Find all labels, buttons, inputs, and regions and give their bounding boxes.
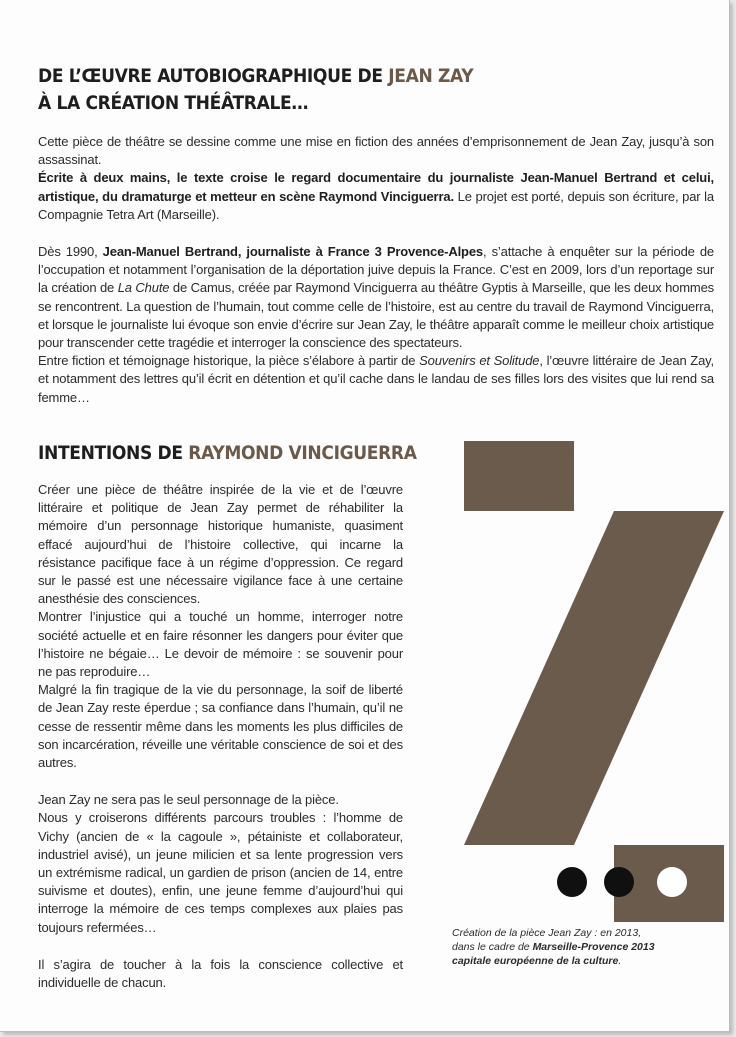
section1-heading-accent: JEAN ZAY xyxy=(388,65,474,87)
dot-icon-1 xyxy=(557,867,587,897)
section2-heading xyxy=(38,440,417,467)
section2-heading-prefix: INTENTIONS DE xyxy=(38,442,189,464)
section1-paragraph-3-mid1: , s’attache à enquêter sur la période de l’occupation et notamment l’organisation de la déportation juive depuis la France. C’est en 2009, lors d’un reportage sur la création de xyxy=(38,244,715,296)
section1-heading xyxy=(38,63,473,117)
caption-line-2-bold: Marseille-Provence 2013 xyxy=(532,941,655,953)
section1-paragraph-3-bold: Jean-Manuel Bertrand, journaliste à France 3 Provence-Alpes xyxy=(102,244,483,260)
section1-paragraph-1: Cette pièce de théâtre se dessine comme une mise en fiction des années d’emprisonnement de Jean Zay, jusqu’à son assassinat. xyxy=(38,134,714,168)
dot-icon-2 xyxy=(604,867,634,897)
section1-heading-prefix: DE L’ŒUVRE AUTOBIOGRAPHIQUE DE xyxy=(38,65,389,87)
section2-paragraph-6: Il s’agira de toucher à la fois la conscience collective et individuelle de chacun. xyxy=(38,956,403,991)
section1-heading-line2: À LA CRÉATION THÉÂTRALE… xyxy=(38,92,309,114)
section1-paragraph-4-rest: , l’œuvre littéraire de Jean Zay, et notamment des lettres qu’il écrit en détention et qu’il cache dans le landau de ses filles lors des visites que lui rend sa femme… xyxy=(38,353,714,405)
section1-paragraph-3-mid2: de Camus, créée par Raymond Vinciguerra au théâtre Gyptis à Marseille, que les deux hommes se rencontrent. La question de l’humain, tout comme celle de l’histoire, est au centre du travail de Raymond Vinciguerra, et lorsque le journaliste lui évoque son envie d’écrire sur Jean Zay, le théâtre apparaît comme le meilleur choix artistique pour transcender cette tragédie et interroger la conscience des spectateurs. xyxy=(38,280,715,351)
section2-heading-accent: RAYMOND VINCIGUERRA xyxy=(188,442,417,464)
section2-paragraph-4: Jean Zay ne sera pas le seul personnage de la pièce. xyxy=(38,792,339,808)
section1-paragraph-4 xyxy=(38,352,714,407)
section2-paragraph-5: Nous y croiserons différents parcours troubles : l’homme de Vichy (ancien de « la cagoule », pétainiste et collaborateur, industriel avisé), un jeune milicien et sa lente progression vers un extrémisme radical, un gardien de prison (ancien de 14, entre suivisme et doutes), enfin, une jeune femme d’aujourd’hui qui interroge la mémoire de ces temps complexes aux plaies pas toujours refermées… xyxy=(38,810,403,935)
section1-paragraph-2-rest: Le projet est porté, depuis son écriture, par la Compagnie Tetra Art (Marseille). xyxy=(38,188,714,222)
caption-line-3 xyxy=(452,954,722,968)
z-letter-icon xyxy=(464,441,724,922)
section1-paragraph-2-bold: Écrite à deux mains, le texte croise le regard documentaire du journaliste Jean-Manuel Bertrand et celui, artistique, du dramaturge et metteur en scène Raymond Vinciguerra. xyxy=(38,170,714,204)
caption-line-1: Création de la pièce Jean Zay : en 2013, xyxy=(452,927,642,939)
section1-paragraph-3 xyxy=(38,243,714,352)
caption-line-2-prefix: dans le cadre de xyxy=(452,941,533,953)
section1-paragraph-3-start: Dès 1990, xyxy=(38,244,103,260)
z-diagonal-stroke xyxy=(464,441,724,922)
caption-line-3-suffix: . xyxy=(618,955,622,967)
section1-paragraph-4-start: Entre fiction et témoignage historique, la pièce s’élabore à partir de xyxy=(38,353,420,369)
section1-body xyxy=(38,133,714,407)
section2-paragraph-3: Malgré la fin tragique de la vie du personnage, la soif de liberté de Jean Zay reste éperdue ; sa confiance dans l’humain, qu’il ne cesse de ressentir même dans les moments les plus difficiles de son incarcération, réveille une véritable conscience de soi et des autres. xyxy=(38,682,403,771)
section2-paragraph-2: Montrer l’injustice qui a touché un homme, interroger notre société actuelle et en faire résonner les dangers pour éviter que l’histoire ne bégaie… Le devoir de mémoire : se souvenir pour ne pas reproduire… xyxy=(38,609,403,680)
section1-paragraph-3-italic: La Chute xyxy=(117,280,170,296)
section2-paragraph-1: Créer une pièce de théâtre inspirée de la vie et de l’œuvre littéraire et politique de Jean Zay permet de réhabiliter la mémoire d’un personnage historique humaniste, quasiment effacé aujourd’hui de l’histoire collective, qui incarne la résistance pacifique face à un régime d’oppression. Ce regard sur le passé est une nécessaire vigilance face à une certaine anesthésie des consciences. xyxy=(38,482,403,607)
section2-body xyxy=(38,481,403,992)
section1-paragraph-2 xyxy=(38,169,714,224)
dot-icon-3 xyxy=(657,867,687,897)
caption-line-3-bold: capitale européenne de la culture xyxy=(452,955,619,967)
image-caption xyxy=(452,926,722,968)
section1-paragraph-4-italic: Souvenirs et Solitude xyxy=(419,353,540,369)
caption-line-2 xyxy=(452,940,722,954)
